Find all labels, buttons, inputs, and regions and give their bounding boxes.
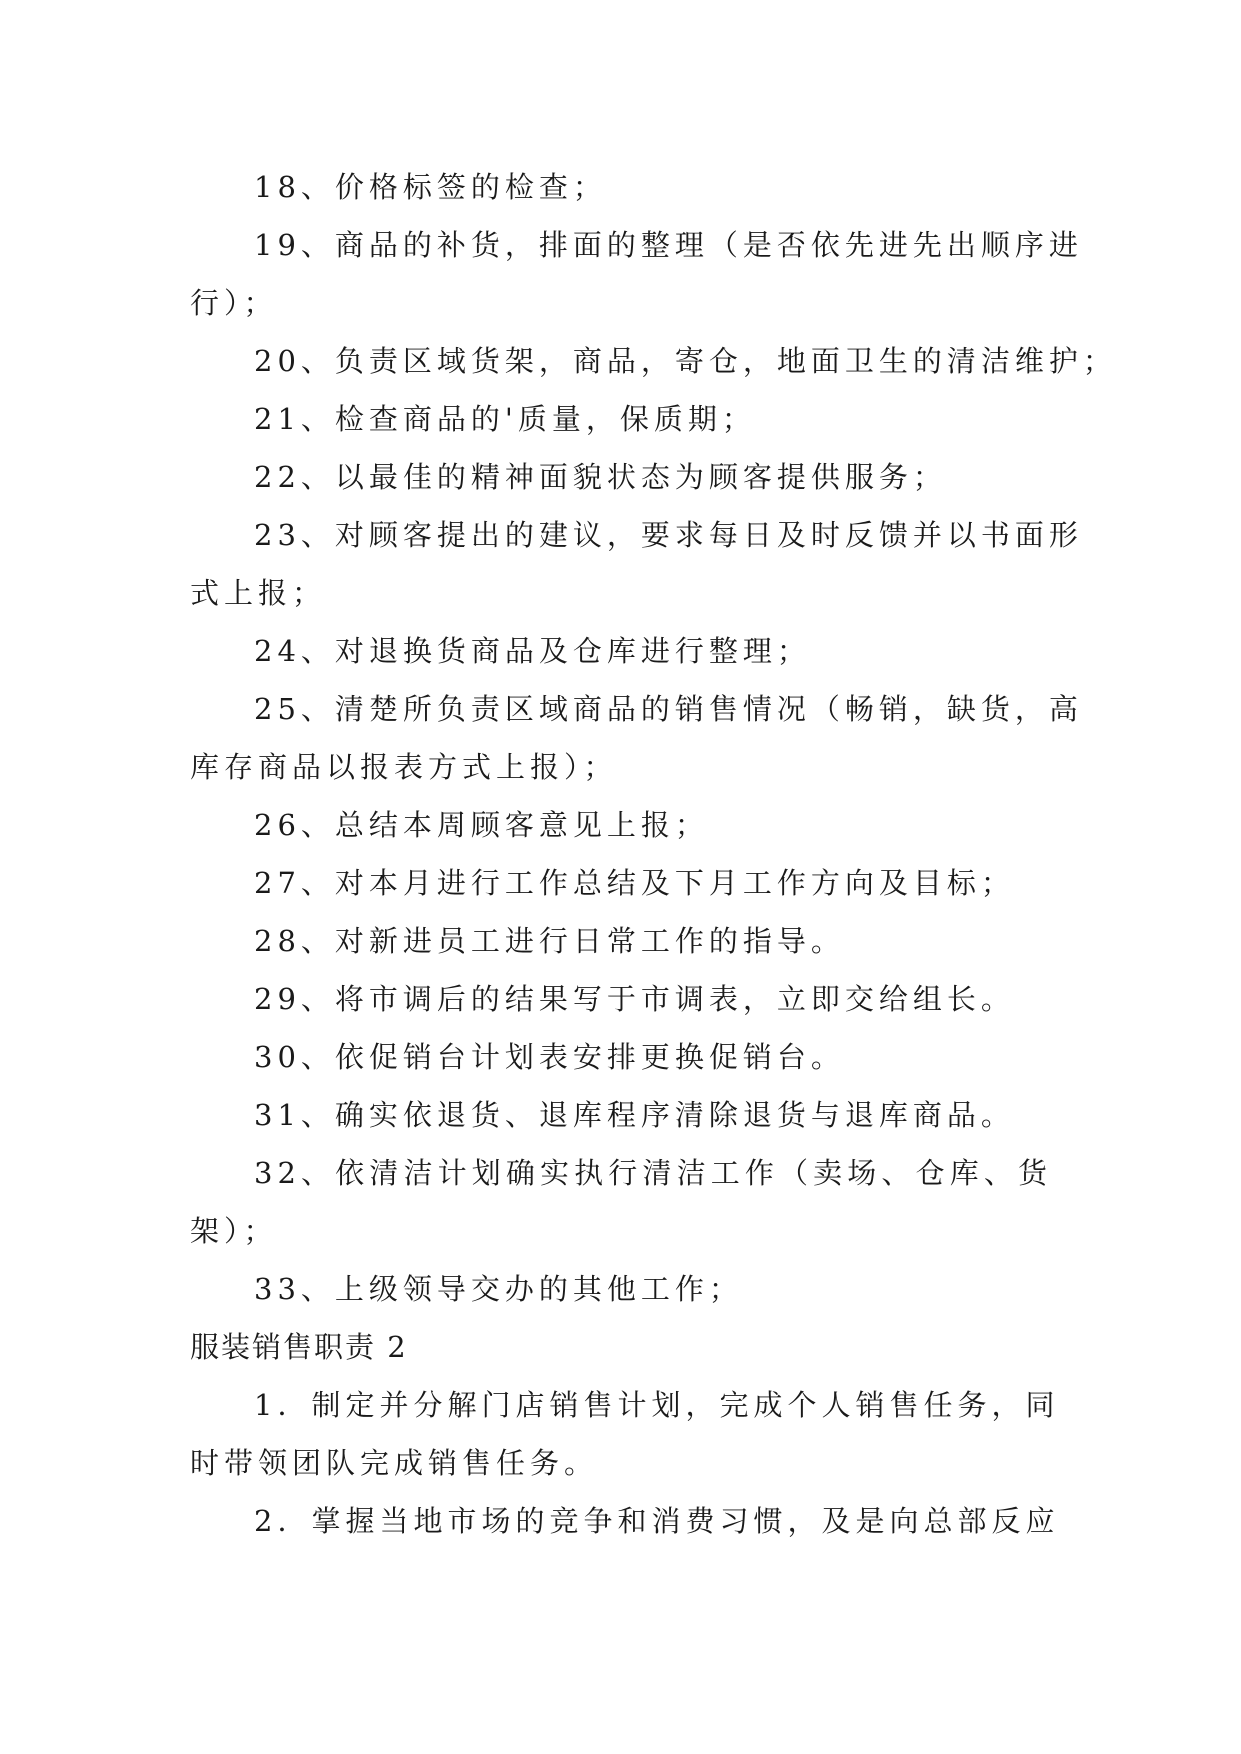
document-body [190, 158, 1117, 1550]
duty-item-23: 23、对顾客提出的建议，要求每日及时反馈并以书面形 [254, 518, 1083, 552]
duty-item-21: 21、检查商品的'质量，保质期； [254, 402, 756, 436]
duty-item-29: 29、将市调后的结果写于市调表，立即交给组长。 [254, 982, 1015, 1016]
duty-item-25: 25、清楚所负责区域商品的销售情况（畅销，缺货，高 [254, 692, 1083, 726]
section2-item-2: 2．掌握当地市场的竞争和消费习惯，及是向总部反应 [254, 1504, 1060, 1538]
duty-item-27: 27、对本月进行工作总结及下月工作方向及目标； [254, 866, 1015, 900]
duty-item-18: 18、价格标签的检查； [254, 170, 607, 204]
duty-item-32-cont: 架）； [190, 1214, 278, 1248]
duty-item-25-cont: 库存商品以报表方式上报）； [190, 750, 618, 784]
duty-item-33: 33、上级领导交办的其他工作； [254, 1272, 743, 1306]
duty-item-22: 22、以最佳的精神面貌状态为顾客提供服务； [254, 460, 947, 494]
duty-item-23-cont: 式上报； [190, 576, 327, 610]
duty-item-32: 32、依清洁计划确实执行清洁工作（卖场、仓库、货 [254, 1156, 1052, 1190]
duty-item-19: 19、商品的补货，排面的整理（是否依先进先出顺序进 [254, 228, 1083, 262]
section2-item-1-cont: 时带领团队完成销售任务。 [190, 1446, 599, 1480]
duty-item-31: 31、确实依退货、退库程序清除退货与退库商品。 [254, 1098, 1015, 1132]
duty-item-26: 26、总结本周顾客意见上报； [254, 808, 709, 842]
duty-item-20: 20、负责区域货架，商品，寄仓，地面卫生的清洁维护； [254, 344, 1117, 378]
duty-item-30: 30、依促销台计划表安排更换促销台。 [254, 1040, 845, 1074]
section2-item-1: 1．制定并分解门店销售计划，完成个人销售任务，同 [254, 1388, 1060, 1422]
duty-item-24: 24、对退换货商品及仓库进行整理； [254, 634, 811, 668]
duty-item-28: 28、对新进员工进行日常工作的指导。 [254, 924, 845, 958]
section-heading: 服装销售职责 2 [190, 1330, 408, 1364]
duty-item-19-cont: 行）； [190, 286, 278, 320]
